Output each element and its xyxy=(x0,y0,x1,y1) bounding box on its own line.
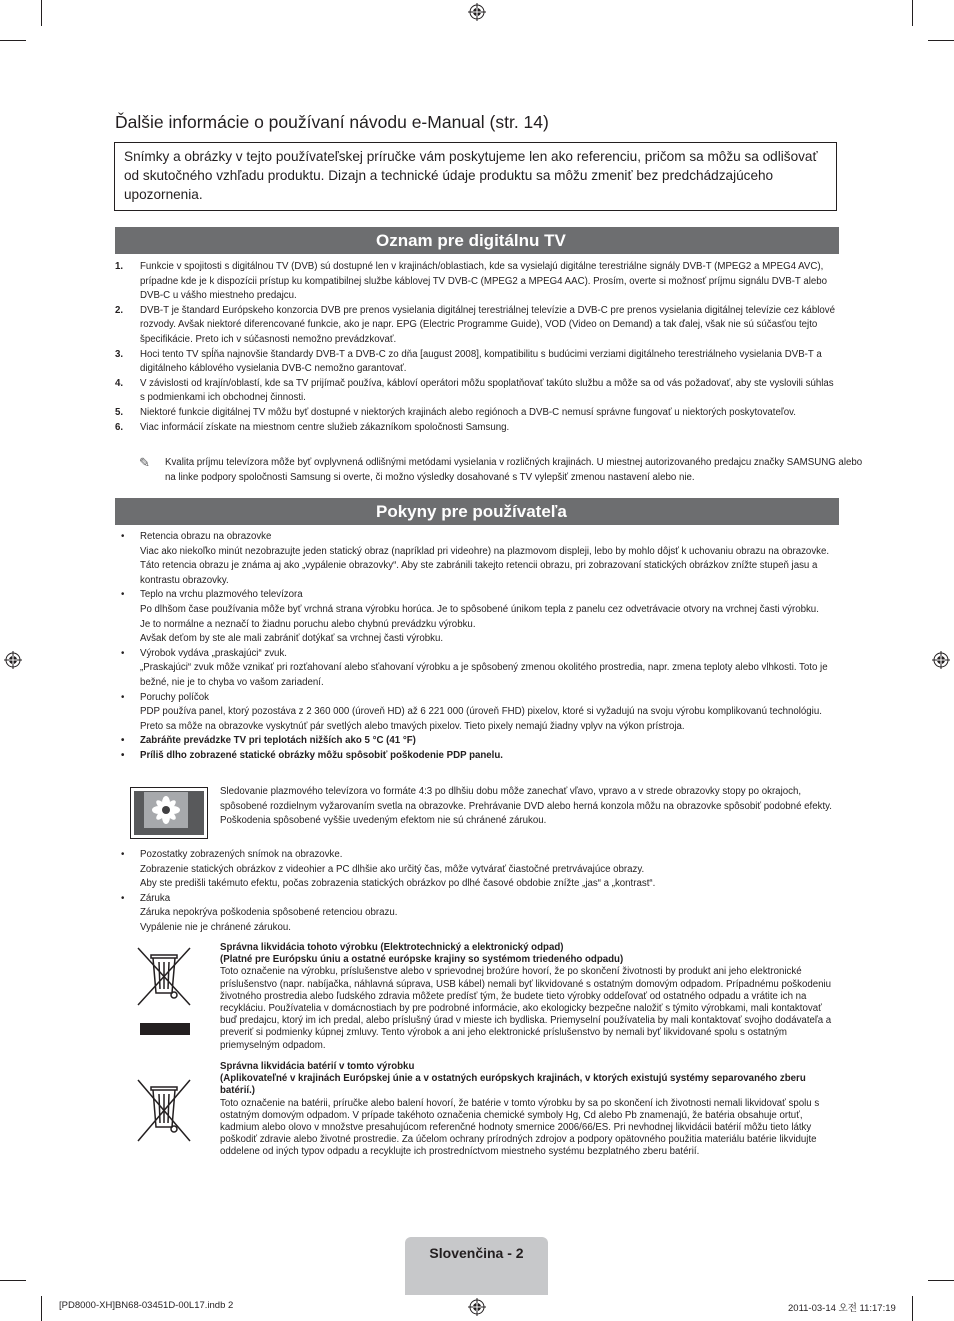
item-text: Hoci tento TV spĺňa najnovšie štandardy DVB-T a DVB-C zo dňa [august 2008], kompatibilitu s budúcimi verziami digitálneho terestriálneho vysielania DVB-T a digitálneho káblového vysielania DVB-C nemožno garantovať. xyxy=(140,348,822,375)
digital-tv-list xyxy=(115,260,839,435)
crossed-bin-battery-icon xyxy=(135,1077,193,1145)
crop-mark xyxy=(0,40,26,41)
item-number: 3. xyxy=(115,348,124,360)
item-text: Záruka nepokrýva poškodenia spôsobené retenciou obrazu. xyxy=(140,907,398,919)
registration-mark-icon xyxy=(468,3,486,21)
weee-subtitle: (Platné pre Európsku úniu a ostatné európske krajiny so systémom triedeného odpadu) xyxy=(220,954,624,966)
section-heading: Oznam pre digitálnu TV xyxy=(376,231,566,250)
battery-disposal-text xyxy=(220,1061,838,1159)
crop-mark xyxy=(0,1280,26,1281)
list-item: • Výrobok vydáva „praskajúci“ zvuk. xyxy=(121,647,287,659)
item-text: „Praskajúci“ zvuk môže vznikať pri rozťahovaní alebo sťahovaní výrobku a je spôsobený zmenou okolitého prostredia, napr. zmena teploty alebo vlhkosti. Toto je bežné, nie je to chyba vo vašom zariadení. xyxy=(140,662,828,688)
item-text: Avšak deťom by ste ale mali zabrániť dotýkať sa vrchnej časti výrobku. xyxy=(140,633,444,645)
item-number: 6. xyxy=(115,421,124,433)
item-text: PDP používa panel, ktorý pozostáva z 2 360 000 (úroveň HD) až 6 221 000 (úroveň FHD) pixelov, ktoré si vyžadujú na svoju výrobu komplikovanú technológiu. Preto sa môže na obrazovke vyskytnúť pár svetlých alebo tmavých pixelov. Tieto pixely nemajú žiadny vplyv na výkon prístroja. xyxy=(140,706,822,732)
list-item: • Poruchy políčok xyxy=(121,691,209,703)
item-number: 5. xyxy=(115,406,124,418)
item-text: Sledovanie plazmového televízora vo formáte 4:3 po dlhšiu dobu môže zanechať vľavo, vpravo a v strede obrazovky stopy po okrajoch, spôsobené rozdielnym vyžarovaním svetla na obrazovke. Prehrávanie DVD alebo herná konzola môžu na obrazovke spôsobiť podobné efekty. xyxy=(220,786,832,812)
list-item xyxy=(115,421,839,436)
tv-screen-illustration xyxy=(130,787,208,839)
user-instructions-list-2 xyxy=(115,848,839,936)
battery-subtitle: (Aplikovateľné v krajinách Európskej únie a v ostatných európskych krajinách, v ktorých existujú systémy separovaného zberu batérií.) xyxy=(220,1073,806,1097)
item-title: Retencia obrazu na obrazovke xyxy=(140,531,272,542)
pencil-note-icon: ✎ xyxy=(139,455,150,470)
list-item: • Pozostatky zobrazených snímok na obrazovke. xyxy=(121,849,343,860)
item-title: Príliš dlho zobrazené statické obrázky môžu spôsobiť poškodenie PDP panelu. xyxy=(140,749,503,761)
item-text: Po dlhšom čase používania môže byť vrchná strana výrobku horúca. Je to spôsobené únikom tepla z panelu cez odvetrávacie otvory na vrchnej časti výrobku. xyxy=(140,603,819,615)
note-text: Kvalita príjmu televízora môže byť ovplyvnená odlišnými metódami vysielania v rozličných krajinách. U miestnej autorizovaného predajcu značky SAMSUNG alebo na linke podpory spoločnosti Samsung si overte, či možno výsledky dosahované s TV vylepšiť zmenou nastavení alebo nie. xyxy=(165,457,863,483)
item-text: Zobrazenie statických obrázkov z videohier a PC dlhšie ako určitý čas, môže vytvárať čiastočné pretrvávajúce obrazy. xyxy=(140,863,645,875)
flower-icon xyxy=(144,792,188,828)
registration-mark-icon xyxy=(4,651,22,669)
crop-mark xyxy=(912,0,913,26)
section-header-user-instructions xyxy=(115,498,839,525)
crop-mark xyxy=(41,1296,42,1321)
item-text: Je to normálne a neznačí to žiadnu poruchu alebo chybnú prevádzku výrobku. xyxy=(140,618,476,630)
list-item xyxy=(115,348,839,377)
item-text: Niektoré funkcie digitálnej TV môžu byť dostupné v niektorých krajinách alebo regiónoch a DVB-C nemusí správne fungovať u niektorých poskytovateľov. xyxy=(140,406,796,418)
list-item: • Teplo na vrchu plazmového televízora xyxy=(121,589,303,601)
item-number: 4. xyxy=(115,377,124,389)
crop-mark xyxy=(912,1296,913,1321)
item-text: Viac ako niekoľko minút nezobrazujte jeden statický obraz (napríklad pri videohre) na plazmovom displeji, lebo by mohlo dôjsť k uchovaniu obrazu na obrazovke. Táto retencia obrazu je známa aj ako „vypálenie obrazovky“. Aby ste zabránili takejto retencii obrazu, pri zobrazovaní statických obrázkov znížte stupeň jasu a kontrastu obrazovky. xyxy=(140,545,830,586)
weee-title: Správna likvidácia tohoto výrobku (Elektrotechnický a elektronický odpad) xyxy=(220,942,564,953)
item-title: Záruka xyxy=(140,892,171,904)
item-title: Poruchy políčok xyxy=(140,691,209,703)
battery-body: Toto označenie na batérii, príručke alebo balení hovorí, že batérie v tomto výrobku by sa po skončení ich životnosti nemali likvidovať spolu s ostatným domovým odpadom. V prípade takéhoto označenia chemické symboly Hg, Cd alebo Pb znamenajú, že batéria obsahuje ortuť, kadmium alebo olovo v množstve presahujúcom referenčné hodnoty smernice 2006/66/ES. Pri nevhodnej likvidácii batérií môžu tieto látky poškodiť zdravie alebo životné prostredie. Za účelom ochrany prírodných zdrojov a podpory opätovného použitia materiálu batérie likvidujte oddelene od iných typov odpadu a recyklujte ich prostredníctvom miestneho systému bezplatného zberu batérií. xyxy=(220,1097,820,1158)
item-text: Aby ste predišli takémuto efektu, počas zobrazenia statických obrázkov po dlhé časové obdobie znížte „jas“ a „kontrast“. xyxy=(140,878,656,890)
list-item xyxy=(115,377,839,406)
registration-mark-icon xyxy=(932,651,950,669)
section-heading: Pokyny pre používateľa xyxy=(376,502,567,521)
page-label: Slovenčina - 2 xyxy=(429,1245,524,1261)
print-info-right: 2011-03-14 오전 11:17:19 xyxy=(788,1303,896,1314)
item-title: Teplo na vrchu plazmového televízora xyxy=(140,589,303,601)
print-info-left: [PD8000-XH]BN68-03451D-00L17.indb 2 xyxy=(59,1300,234,1311)
crop-mark xyxy=(928,1280,954,1281)
item-text: Poškodenia spôsobené vyššie uvedeným efektom nie sú chránené zárukou. xyxy=(220,815,547,827)
section-header-digital-tv xyxy=(115,227,839,254)
plasma-warning-text xyxy=(220,785,838,829)
notice-box: Snímky a obrázky v tejto používateľskej príručke vám poskytujeme len ako referenciu, pričom sa môžu sa odlišovať od skutočného vzhľadu produktu. Dizajn a technické údaje produktu sa môžu zmeniť bez predchádzajúceho upozornenia. xyxy=(114,142,837,211)
page-number-tab xyxy=(405,1237,548,1295)
item-text: V závislosti od krajín/oblastí, kde sa TV prijímač používa, kábloví operátori môžu spoplatňovať takúto službu a môže sa od vás požadovať, aby ste vyslovili súhlas s podmienkami ich obchodnej činnosti. xyxy=(140,377,834,404)
list-item: • Zabráňte prevádzke TV pri teplotách nižších ako 5 °C (41 °F) xyxy=(121,735,416,747)
item-title: Zabráňte prevádzke TV pri teplotách nižších ako 5 °C (41 °F) xyxy=(140,735,416,747)
item-title: Pozostatky zobrazených snímok na obrazovke. xyxy=(140,849,343,860)
battery-title: Správna likvidácia batérií v tomto výrobku xyxy=(220,1061,415,1072)
list-item xyxy=(115,406,839,421)
item-number: 1. xyxy=(115,261,124,272)
item-number: 2. xyxy=(115,304,124,316)
item-text: Vypálenie nie je chránené zárukou. xyxy=(140,921,291,933)
registration-mark-icon xyxy=(468,1298,486,1316)
list-item xyxy=(115,304,839,348)
item-text: Funkcie v spojitosti s digitálnou TV (DVB) sú dostupné len v krajinách/oblastiach, kde sa vysielajú digitálne terestriálne signály DVB-T (MPEG2 a MPEG4 AVC), prípadne kde je k dispozícii prístup ku kompatibilnej službe káblovej TV DVB-C (MPEG2 a MPEG4 AAC). Prosím, overte si možnosť príjmu signálu DVB-T alebo DVB-C u vášho miestneho predajcu. xyxy=(140,261,828,302)
item-title: Výrobok vydáva „praskajúci“ zvuk. xyxy=(140,647,287,659)
weee-disposal-text xyxy=(220,942,838,1052)
weee-body: Toto označenie na výrobku, príslušenstve alebo v sprievodnej brožúre hovorí, že po skončení životnosti by produkt ani jeho elektronické príslušenstvo (napr. nabíjačka, náhlavná súprava, USB kábel) nemali byť likvidované s ostatným domovým odpadom. Prípadnému poškodeniu životného prostredia alebo ľudského zdravia môžete predísť tým, že budete tieto výrobky oddeľovať od ostatného odpadu a vrátite ich na recykláciu. Používatelia v domácnostiach by pre podrobné informácie, ako ekologicky bezpečne naložiť s týmito výrobkami, mali kontaktovať buď predajcu, ktorý im ich predal, alebo príslušný úrad v mieste ich bydliska. Priemyselní používatelia by mali kontaktovať svojho dodávateľa a preveriť si podmienky kúpnej zmluvy. Tento výrobok a ani jeho elektronické príslušenstvo by nemali byť likvidované spolu s ostatným priemyselným odpadom. xyxy=(220,966,832,1051)
item-text: DVB-T je štandard Európskeho konzorcia DVB pre prenos vysielania digitálnej terestriálnej televízie a DVB-C pre prenos vysielania digitálnej televízie cez káblové rozvody. Avšak niektoré diferencované funkcie, ako je napr. EPG (Electric Programme Guide), VOD (Video on Demand) a tak ďalej, však nie sú súčasťou tejto špecifikácie. Preto ich v súčasnosti nemožno prevádzkovať. xyxy=(140,304,835,345)
crop-mark xyxy=(928,40,954,41)
page-title: Ďalšie informácie o používaní návodu e-Manual (str. 14) xyxy=(115,112,549,132)
note xyxy=(139,456,865,485)
item-text: Viac informácií získate na miestnom centre služieb zákazníkom spoločnosti Samsung. xyxy=(140,421,510,433)
list-item: • Záruka xyxy=(121,892,171,904)
crossed-wheelie-bin-icon xyxy=(135,945,193,1037)
list-item: • Retencia obrazu na obrazovke xyxy=(121,531,272,542)
list-item: • Príliš dlho zobrazené statické obrázky môžu spôsobiť poškodenie PDP panelu. xyxy=(121,749,503,761)
user-instructions-list xyxy=(115,530,839,764)
list-item xyxy=(115,260,839,304)
crop-mark xyxy=(41,0,42,26)
